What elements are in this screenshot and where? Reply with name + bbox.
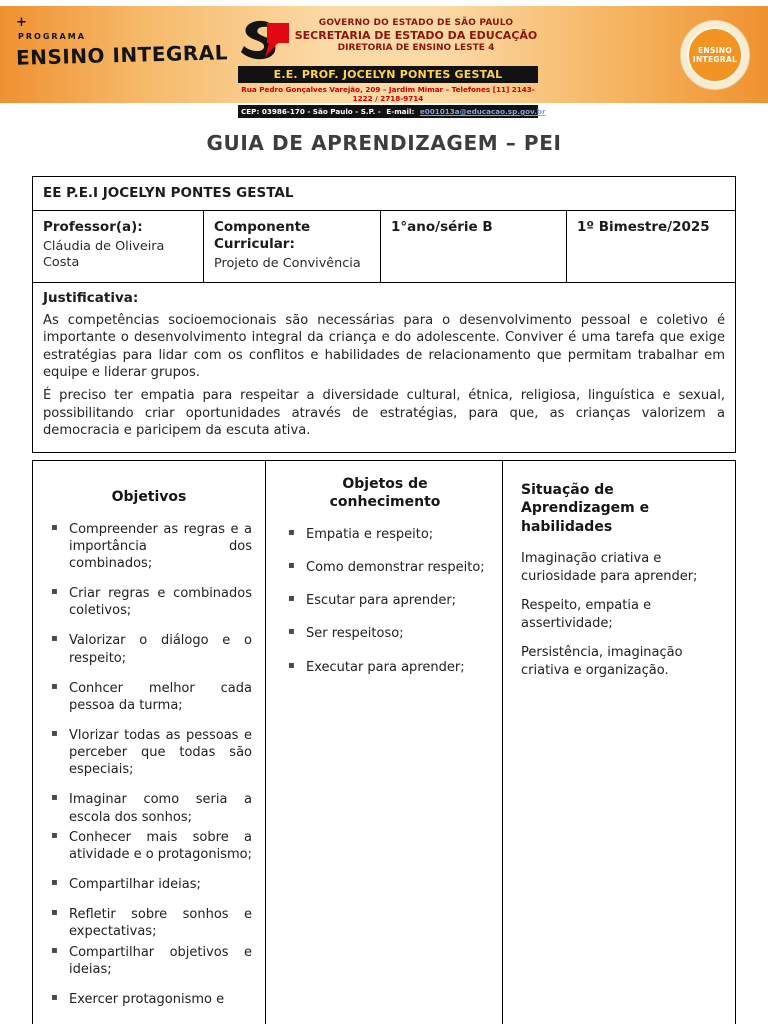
programa-ensino-integral-logo: [15, 15, 229, 70]
badge-line-1: ENSINO: [697, 45, 733, 55]
sp-government-logo-icon: [238, 20, 290, 64]
objetivos-item: ▪ Criar regras e combinados coletivos;: [46, 585, 252, 619]
school-address: Rua Pedro Gonçalves Varejão, 209 – Jardim Mimar – Telefones [11] 2143-1222 / 2718-9714: [241, 85, 535, 103]
objetos-conhecimento-list: [283, 526, 487, 676]
gov-line-3: DIRETORIA DE ENSINO LESTE 4: [337, 43, 495, 53]
component-cell: [204, 211, 381, 282]
objetivos-item: ▪ Conhecer mais sobre a atividade e o protagonismo;: [46, 829, 252, 863]
info-table: [32, 176, 736, 453]
professor-name: Cláudia de Oliveira Costa: [43, 238, 165, 270]
objetivos-item: ▪ Compreender as regras e a importância dos combinados;: [46, 521, 252, 572]
ensino-integral-badge: [680, 20, 750, 90]
grade-cell: [381, 211, 567, 282]
term-value: 1º Bimestre/2025: [577, 219, 710, 235]
curriculum-columns-table: [32, 460, 736, 1024]
school-name-bar: E.E. PROF. JOCELYN PONTES GESTAL: [238, 66, 538, 83]
situacao-paragraph: Persistência, imaginação criativa e organização.: [521, 645, 683, 678]
gov-line-1: GOVERNO DO ESTADO DE SÃO PAULO: [318, 18, 514, 28]
badge-line-2: INTEGRAL: [692, 55, 738, 64]
situacao-paragraph: Imaginação criativa e curiosidade para aprender;: [521, 551, 698, 584]
objetivos-item: ▪ Imaginar como seria a escola dos sonhos;: [46, 791, 252, 825]
component-label: Componente Curricular:: [214, 219, 311, 252]
objetivos-item: ▪ Exercer protagonismo e: [46, 991, 252, 1008]
objetivos-title: Objetivos: [111, 488, 187, 505]
objetivos-item: ▪ Conhcer melhor cada pessoa da turma;: [46, 680, 252, 714]
situacao-aprendizagem-column: [503, 461, 735, 1024]
objetivos-item: ▪ Refletir sobre sonhos e expectativas;: [46, 906, 252, 940]
professor-label: Professor(a):: [43, 219, 143, 235]
objetos-item: ▪ Como demonstrar respeito;: [283, 559, 487, 576]
objetos-item: ▪ Ser respeitoso;: [283, 625, 487, 642]
objetos-item: ▪ Escutar para aprender;: [283, 592, 487, 609]
programa-title: ENSINO INTEGRAL: [15, 40, 229, 70]
header-banner: [0, 6, 768, 116]
cep-text: CEP: 03986-170 - São Paulo - S.P. -: [241, 107, 381, 116]
gov-line-2: SECRETARIA DE ESTADO DA EDUCAÇÃO: [294, 29, 538, 42]
page-title: GUIA DE APRENDIZAGEM – PEI: [206, 131, 562, 155]
objetos-conhecimento-title: Objetos de conhecimento: [329, 475, 441, 510]
email-label: E-mail:: [386, 107, 415, 116]
component-value: Projeto de Convivência: [214, 255, 361, 271]
objetivos-column: [33, 461, 266, 1024]
justification-row: [33, 283, 735, 452]
justification-paragraph-2: É preciso ter empatia para respeitar a diversidade cultural, étnica, religiosa, linguística e sexual, possibilitando criar oportunidades através de estratégias, para que, as crianças valorizem a democracia e paricipem da escuta ativa.: [43, 388, 725, 439]
professor-info-row: [33, 211, 735, 283]
justification-paragraph-1: As competências socioemocionais são necessárias para o desenvolvimento pessoal e coletivo é importante o desenvolvimento integral da criança e do adolescente. Conviver é uma tarefa que exige estratégias para lidar com os conflitos e habilidades de relacionamento que permitam trabalhar em equipe e liderar grupos.: [43, 312, 725, 380]
grade-value: 1°ano/série B: [391, 219, 493, 235]
objetos-conhecimento-column: [266, 461, 503, 1024]
objetivos-item: ▪ Compartilhar objetivos e ideias;: [46, 944, 252, 978]
objetos-item: ▪ Empatia e respeito;: [283, 526, 487, 543]
government-header-block: [238, 18, 546, 118]
situacao-paragraph: Respeito, empatia e assertividade;: [521, 598, 652, 631]
term-cell: [567, 211, 735, 282]
objetivos-item: ▪ Vlorizar todas as pessoas e perceber que todas são especiais;: [46, 727, 252, 778]
school-email-link[interactable]: e001013a@educacao.sp.gov.br: [419, 107, 546, 116]
plus-mark: +: [16, 15, 27, 30]
professor-cell: [33, 211, 204, 282]
school-cep-bar: [238, 105, 546, 118]
programa-kicker: PROGRAMA: [18, 32, 86, 41]
objetivos-item: ▪ Valorizar o diálogo e o respeito;: [46, 632, 252, 666]
objetos-item: ▪ Executar para aprender;: [283, 659, 487, 676]
situacao-aprendizagem-title: Situação de Aprendizagem e habilidades: [521, 481, 650, 536]
objetivos-item: ▪ Compartilhar ideias;: [46, 876, 252, 893]
justification-label: Justificativa:: [43, 289, 139, 306]
objetivos-list: [46, 521, 252, 1008]
school-header-row: EE P.E.I JOCELYN PONTES GESTAL: [33, 177, 735, 211]
